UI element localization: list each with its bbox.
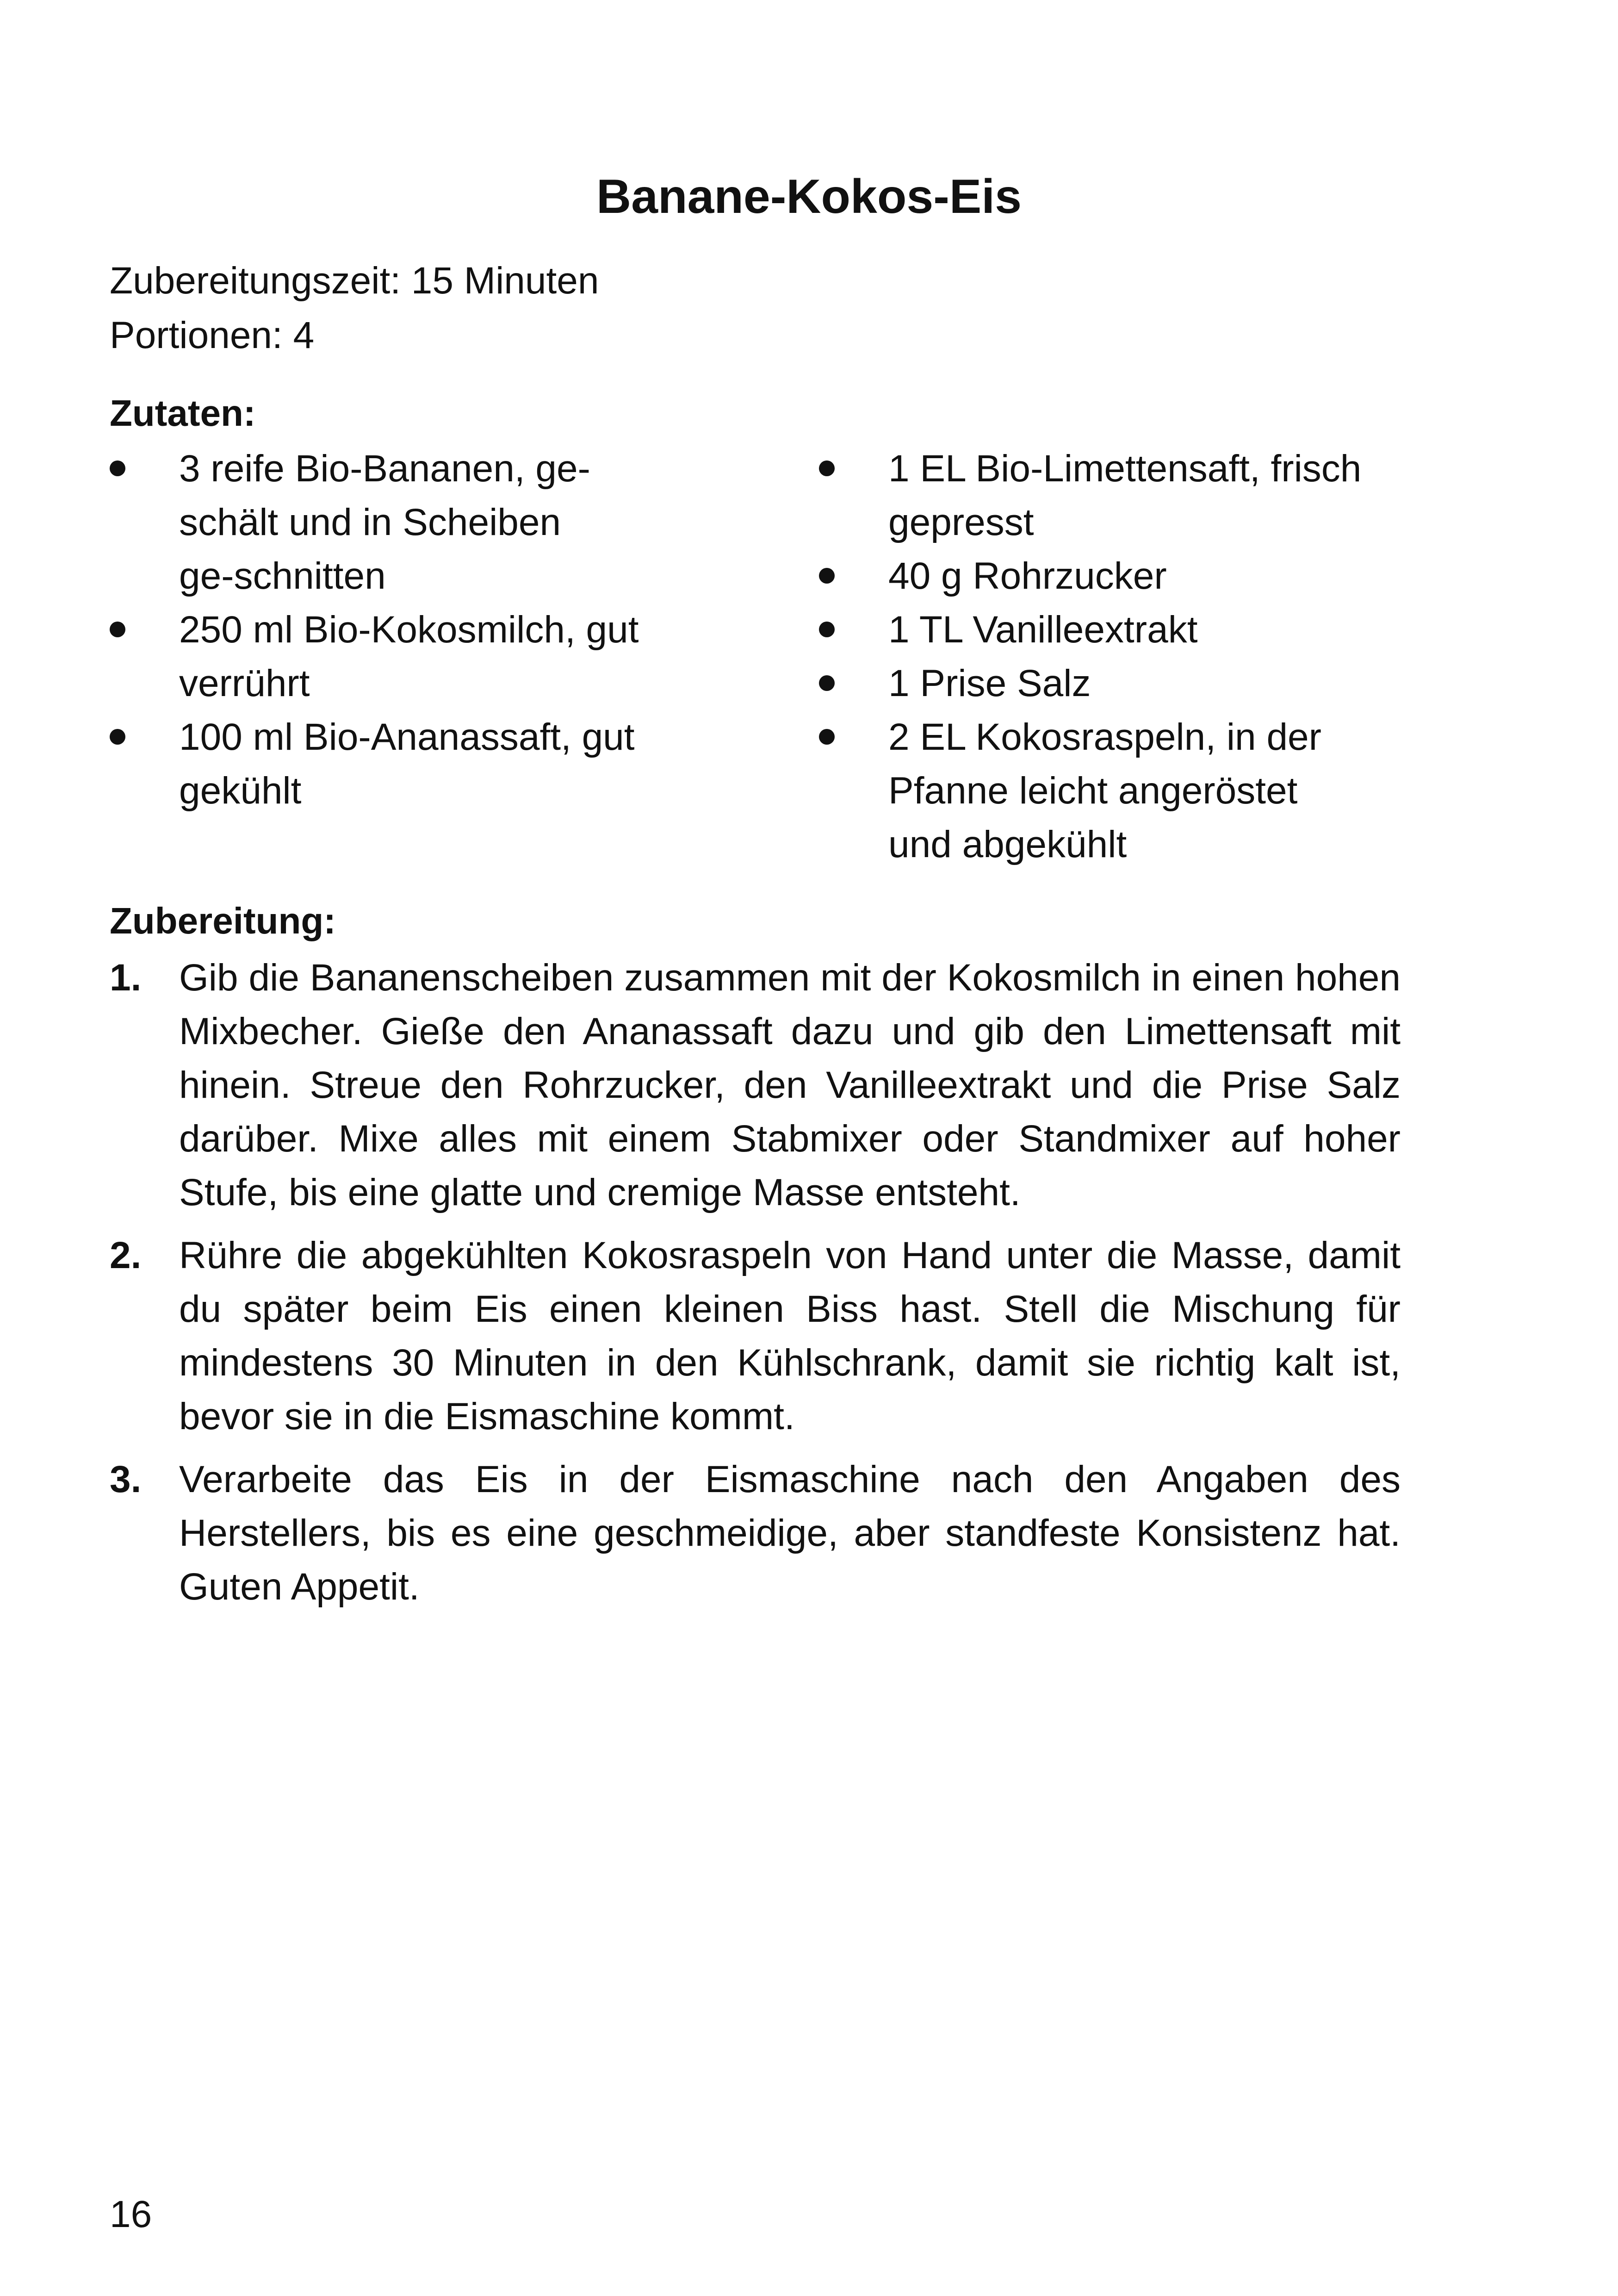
- ingredients-heading: Zutaten:: [110, 392, 256, 434]
- ingredient-item: [110, 442, 697, 603]
- ingredient-item: [819, 549, 1430, 603]
- ingredient-text: 40 g Rohrzucker: [888, 555, 1167, 597]
- step-item: [110, 1453, 1401, 1614]
- ingredient-item: [819, 710, 1430, 871]
- ingredient-item: [110, 603, 697, 710]
- ingredients-list-right: [819, 442, 1430, 871]
- step-text: Gib die Bananenscheiben zusammen mit der Kokosmilch in einen hohen Mixbecher. Gieße den Ananassaft dazu und gib den Limettensaft mit hinein. Streue den Rohrzucker, den Vanilleextrakt und die Prise Salz darüber. Mixe alles mit einem Stabmixer oder Standmixer auf hoher Stufe, bis eine glatte und cremige Masse entsteht.: [179, 957, 1401, 1213]
- ingredients-list-left: [110, 442, 697, 818]
- ingredient-text: 250 ml Bio-Kokosmilch, gut verrührt: [179, 609, 639, 704]
- ingredient-text: 100 ml Bio-Ananassaft, gut gekühlt: [179, 716, 635, 812]
- step-number: 1.: [110, 957, 142, 999]
- bullet-icon: [819, 729, 835, 745]
- ingredient-text: 1 TL Vanilleextrakt: [888, 609, 1198, 651]
- recipe-meta: [110, 254, 599, 363]
- ingredient-item: [819, 603, 1430, 657]
- recipe-title: Banane-Kokos-Eis: [596, 170, 1022, 224]
- prep-time: Zubereitungszeit: 15 Minuten: [110, 260, 599, 302]
- step-text: Rühre die abgekühlten Kokosraspeln von Hand unter die Masse, damit du später beim Eis einen kleinen Biss hast. Stell die Mischung für mindestens 30 Minuten in den Kühlschrank, damit sie richtig kalt ist, bevor sie in die Eismaschine kommt.: [179, 1234, 1401, 1437]
- step-number: 3.: [110, 1458, 142, 1500]
- bullet-icon: [819, 568, 835, 584]
- ingredient-text: 1 EL Bio-Limettensaft, frisch gepresst: [888, 448, 1362, 543]
- preparation-heading: Zubereitung:: [110, 900, 336, 941]
- servings: Portionen: 4: [110, 314, 315, 356]
- preparation-steps: [110, 951, 1401, 1623]
- step-text: Verarbeite das Eis in der Eismaschine nach den Angaben des Herstellers, bis es eine geschmeidige, aber standfeste Konsistenz hat. Guten Appetit.: [179, 1458, 1401, 1608]
- bullet-icon: [110, 460, 125, 476]
- ingredient-text: 3 reife Bio-Bananen, ge-schält und in Scheiben ge-schnitten: [179, 448, 590, 597]
- page-number: 16: [110, 2193, 152, 2235]
- ingredient-text: 2 EL Kokosraspeln, in der Pfanne leicht angeröstet und abgekühlt: [888, 716, 1321, 865]
- ingredient-item: [110, 710, 697, 818]
- step-item: [110, 951, 1401, 1220]
- step-item: [110, 1229, 1401, 1444]
- ingredient-item: [819, 657, 1430, 710]
- bullet-icon: [819, 460, 835, 476]
- ingredient-text: 1 Prise Salz: [888, 662, 1091, 704]
- step-number: 2.: [110, 1234, 142, 1276]
- bullet-icon: [819, 622, 835, 637]
- bullet-icon: [110, 729, 125, 745]
- bullet-icon: [110, 622, 125, 637]
- ingredient-item: [819, 442, 1430, 549]
- bullet-icon: [819, 675, 835, 691]
